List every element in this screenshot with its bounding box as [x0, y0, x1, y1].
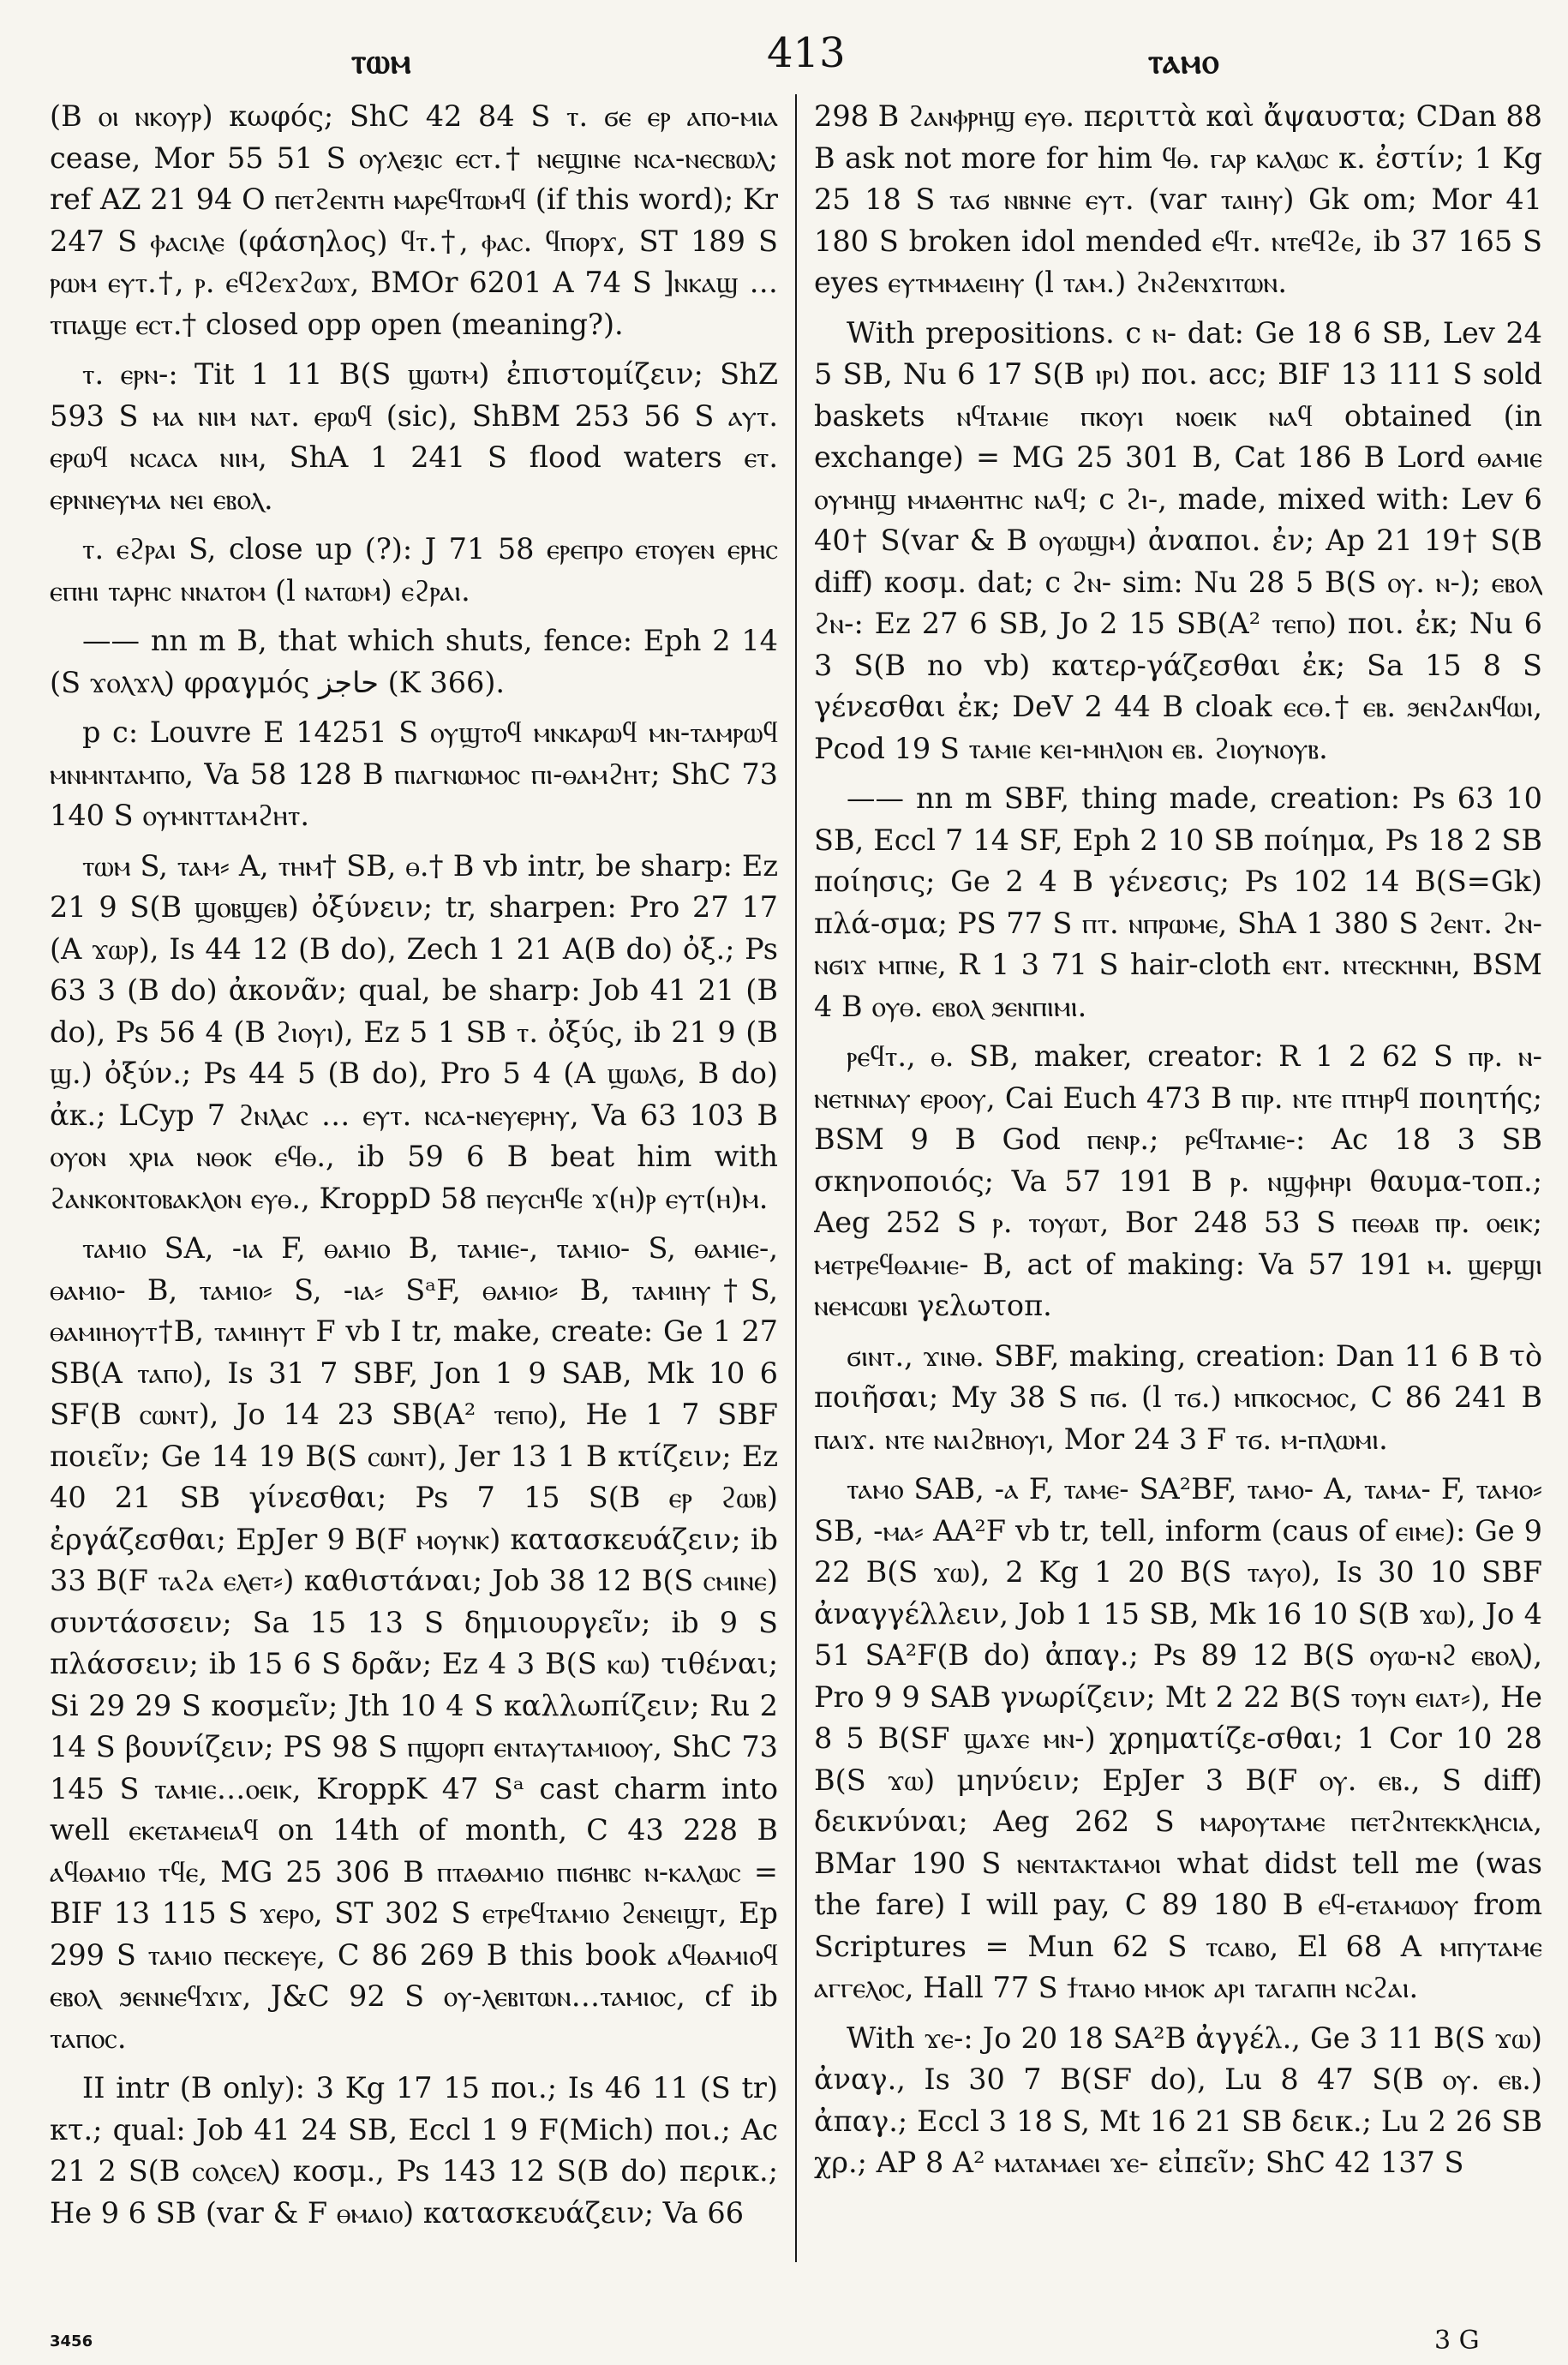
entry-paragraph: (B ⲟⲓ ⲛⲕⲟⲩⲣ) κωφός; ShC 42 84 S ⲧ. ϭⲉ ⲉⲣ ⲁⲡⲟ-ⲙⲓⲁ cease, Mor 55 51 S ⲟⲩⲗⲉⲝⲓⲥ ⲉⲥⲧ.† ⲛⲉϣⲓⲛⲉ ⲛⲥⲁ-ⲛⲉⲥⲃⲱⲗ; ref AZ 21 94 O ⲡⲉⲧϩⲉⲛⲧⲏ ⲙⲁⲣⲉϥⲧⲱⲙϥ (if this word); Kr 247 S ⲫⲁⲥⲓⲗⲉ (φάσηλος) ϥⲧ.†, ⲫⲁⲥ. ϥⲡⲟⲣϫ, ST 189 S ⲣⲱⲙ ⲉⲩⲧ.†, ⲣ. ⲉϥϩⲉϫϩⲱϫ, BMOr 6201 A 74 S ]ⲛⲕⲁϣ … ⲧⲡⲁϣⲉ ⲉⲥⲧ.† closed opp open (meaning?).	[50, 99, 778, 341]
headword-entry: ⲧⲁⲙⲟ SAB, -ⲁ F, ⲧⲁⲙⲉ- SA²BF, ⲧⲁⲙⲟ- A, ⲧⲁⲙⲁ- F, ⲧⲁⲙⲟ⸗ SB, -ⲙⲁ⸗ AA²F vb tr, tell, inform (caus of ⲉⲓⲙⲉ): Ge 9 22 B(S ϫⲱ), 2 Kg 1 20 B(S ⲧⲁⲩⲟ), Is 30 10 SBF ἀναγγέλλειν, Job 1 15 SB, Mk 16 10 S(B ϫⲱ), Jo 4 51 SA²F(B do) ἀπαγ.; Ps 89 12 B(S ⲟⲩⲱ-ⲛϩ ⲉⲃⲟⲗ), Pro 9 9 SAB γνωρίζειν; Mt 2 22 B(S ⲧⲟⲩⲛ ⲉⲓⲁⲧ⸗), He 8 5 B(SF ϣⲁϫⲉ ⲙⲛ-) χρηματίζε-σθαι; 1 Cor 10 28 B(S ϫⲱ) μηνύειν; EpJer 3 B(F ⲟⲩ. ⲉⲃ., S diff) δεικνύναι; Aeg 262 S ⲙⲁⲣⲟⲩⲧⲁⲙⲉ ⲡⲉⲧϩⲛⲧⲉⲕⲕⲗⲏⲥⲓⲁ, BMar 190 S ⲛⲉⲛⲧⲁⲕⲧⲁⲙⲟⲓ what didst tell me (was the fare) I will pay, C 89 180 B ⲉϥ-ⲉⲧⲁⲙⲱⲟⲩ from Scriptures = Mun 62 S ⲧⲥⲁⲃⲟ, El 68 A ⲙⲡⲩⲧⲁⲙⲉ ⲁⲅⲅⲉⲗⲟⲥ, Hall 77 S ϯⲧⲁⲙⲟ ⲙⲙⲟⲕ ⲁⲣⲓ ⲧⲁⲅⲁⲡⲏ ⲛⲥϩⲁⲓ.	[814, 1472, 1542, 2004]
left-column	[50, 96, 778, 2255]
footer-signature-mark: 3 G	[1434, 2326, 1480, 2356]
right-column	[814, 96, 1542, 2255]
column-divider	[795, 94, 797, 2262]
page-number: 413	[767, 29, 846, 77]
entry-paragraph: ⲧ. ⲉϩⲣⲁⲓ S, close up (?): J 71 58 ⲉⲣⲉⲡⲣⲟ ⲉⲧⲟⲩⲉⲛ ⲉⲣⲏⲥ ⲉⲡⲏⲓ ⲧⲁⲣⲏⲥ ⲛⲛⲁⲧⲟⲙ (l ⲛⲁⲧⲱⲙ) ⲉϩⲣⲁⲓ.	[50, 532, 778, 608]
entry-paragraph: 298 B ϩⲁⲛⲫⲣⲏϣ ⲉⲩⲑ. περιττὰ καὶ ἄψαυστα; CDan 88 B ask not more for him ϥⲑ. ⲅⲁⲣ ⲕⲁⲗⲱⲥ κ. ἐστίν; 1 Kg 25 18 S ⲧⲁϭ ⲛⲃⲛⲛⲉ ⲉⲩⲧ. (var ⲧⲁⲓⲏⲩ) Gk om; Mor 41 180 S broken idol mended ⲉϥⲧ. ⲛⲧⲉϥϩⲉ, ib 37 165 S eyes ⲉⲩⲧⲙⲙⲁⲉⲓⲏⲩ (l ⲧⲁⲙ.) ϩⲛϩⲉⲛϫⲓⲧⲱⲛ.	[814, 99, 1542, 299]
headword-entry: ⲧⲱⲙ S, ⲧⲁⲙ⸗ A, ⲧⲏⲙ† SB, ⲑ.† B vb intr, be sharp: Ez 21 9 S(B ϣⲟⲃϣⲉⲃ) ὀξύνειν; tr, sharpen: Pro 27 17 (A ϫⲱⲣ), Is 44 12 (B do), Zech 1 21 A(B do) ὀξ.; Ps 63 3 (B do) ἀκονᾶν; qual, be sharp: Job 41 21 (B do), Ps 56 4 (B ϩⲓⲟⲩⲓ), Ez 5 1 SB ⲧ. ὀξύς, ib 21 9 (B ϣ.) ὀξύν.; Ps 44 5 (B do), Pro 5 4 (A ϣⲱⲗϭ, B do) ἀκ.; LCyp 7 ϩⲛⲗⲁⲥ … ⲉⲩⲧ. ⲛⲥⲁ-ⲛⲉⲩⲉⲣⲏⲩ, Va 63 103 B ⲟⲩⲟⲛ ⲭⲣⲓⲁ ⲛⲑⲟⲕ ⲉϥⲑ., ib 59 6 B beat him with ϩⲁⲛⲕⲟⲛⲧⲟⲃⲁⲕⲗⲟⲛ ⲉⲩⲑ., KroppD 58 ⲡⲉⲩⲥⲏϥⲉ ϫ(ⲏ)ⲣ ⲉⲩⲧ(ⲏ)ⲙ.	[50, 848, 778, 1215]
footer-signature-number: 3456	[50, 2332, 93, 2350]
headword-entry: ⲧⲁⲙⲓⲟ SA, -ⲓⲁ F, ⲑⲁⲙⲓⲟ B, ⲧⲁⲙⲓⲉ-, ⲧⲁⲙⲓⲟ- S, ⲑⲁⲙⲓⲉ-, ⲑⲁⲙⲓⲟ- B, ⲧⲁⲙⲓⲟ⸗ S, -ⲓⲁ⸗ SᵃF, ⲑⲁⲙⲓⲟ⸗ B, ⲧⲁⲙⲓⲏⲩ†S, ⲑⲁⲙⲓⲏⲟⲩⲧ†B, ⲧⲁⲙⲓⲏⲩⲧ F vb I tr, make, create: Ge 1 27 SB(A ⲧⲁⲡⲟ), Is 31 7 SBF, Jon 1 9 SAB, Mk 10 6 SF(B ⲥⲱⲛⲧ), Jo 14 23 SB(A² ⲧⲉⲡⲟ), He 1 7 SBF ποιεῖν; Ge 14 19 B(S ⲥⲱⲛⲧ), Jer 13 1 B κτίζειν; Ez 40 21 SB γίνεσθαι; Ps 7 15 S(B ⲉⲣ ϩⲱⲃ) ἐργάζεσθαι; EpJer 9 B(F ⲙⲟⲩⲛⲕ) κατασκευάζειν; ib 33 B(F ⲧⲁϩⲁ ⲉⲗⲉⲧ⸗) καθιστάναι; Job 38 12 B(S ⲥⲙⲓⲛⲉ) συντάσσειν; Sa 15 13 S δημιουργεῖν; ib 9 S πλάσσειν; ib 15 6 S δρᾶν; Ez 4 3 B(S ⲕⲱ) τιθέναι; Si 29 29 S κοσμεῖν; Jth 10 4 S καλλωπίζειν; Ru 2 14 S βουνίζειν; PS 98 S ⲡϣⲟⲣⲡ ⲉⲛⲧⲁⲩⲧⲁⲙⲓⲟⲟⲩ, ShC 73 145 S ⲧⲁⲙⲓⲉ…ⲟⲉⲓⲕ, KroppK 47 Sᵃ cast charm into well ⲉⲕⲉⲧⲁⲙⲉⲓⲁϥ on 14th of month, C 43 228 B ⲁϥⲑⲁⲙⲓⲟ ⲧϥⲉ, MG 25 306 B ⲡⲧⲁⲑⲁⲙⲓⲟ ⲡⲓϭⲏⲃⲥ ⲛ-ⲕⲁⲗⲱⲥ = BIF 13 115 S ϫⲉⲣⲟ, ST 302 S ⲉⲧⲣⲉϥⲧⲁⲙⲓⲟ ϩⲉⲛⲉⲓϣⲧ, Ep 299 S ⲧⲁⲙⲓⲟ ⲡⲉⲥⲕⲉⲩⲉ, C 86 269 B this book ⲁϥⲑⲁⲙⲓⲟϥ ⲉⲃⲟⲗ ϧⲉⲛⲛⲉϥϫⲓϫ, J&C 92 S ⲟⲩ-ⲗⲉⲃⲓⲧⲱⲛ…ⲧⲁⲙⲓⲟⲥ, cf ib ⲧⲁⲡⲟⲥ.	[50, 1231, 778, 2055]
entry-paragraph: With ϫⲉ-: Jo 20 18 SA²B ἀγγέλ., Ge 3 11 B(S ϫⲱ) ἀναγ., Is 30 7 B(SF do), Lu 8 47 S(B ⲟⲩ. ⲉⲃ.) ἀπαγ.; Eccl 3 18 S, Mt 16 21 SB δεικ.; Lu 2 26 SB χρ.; AP 8 A² ⲙⲁⲧⲁⲙⲁⲉⲓ ϫⲉ- εἰπεῖν; ShC 42 137 S	[814, 2021, 1542, 2179]
header-left-headword: ⲧⲱⲙ	[351, 41, 412, 81]
entry-paragraph: With prepositions. c ⲛ- dat: Ge 18 6 SB, Lev 24 5 SB, Nu 6 17 S(B ⲓⲣⲓ) ποι. acc; BIF 13 111 S sold baskets ⲛϥⲧⲁⲙⲓⲉ ⲡⲕⲟⲩⲓ ⲛⲟⲉⲓⲕ ⲛⲁϥ obtained (in exchange) = MG 25 301 B, Cat 186 B Lord ⲑⲁⲙⲓⲉ ⲟⲩⲙⲏϣ ⲙⲙⲁⲑⲏⲧⲏⲥ ⲛⲁϥ; c ϩⲓ-, made, mixed with: Lev 6 40† S(var & B ⲟⲩⲱϣⲙ) ἀναποι. ἐν; Ap 21 19† S(B diff) κοσμ. dat; c ϩⲛ- sim: Nu 28 5 B(S ⲟⲩ. ⲛ-); ⲉⲃⲟⲗ ϩⲛ-: Ez 27 6 SB, Jo 2 15 SB(A² ⲧⲉⲡⲟ) ποι. ἐκ; Nu 6 3 S(B no vb) κατερ-γάζεσθαι ἐκ; Sa 15 8 S γένεσθαι ἐκ; DeV 2 44 B cloak ⲉⲥⲑ.† ⲉⲃ. ϧⲉⲛϩⲁⲛϥⲱⲓ, Pcod 19 S ⲧⲁⲙⲓⲉ ⲕⲉⲓ-ⲙⲏⲗⲓⲟⲛ ⲉⲃ. ϩⲓⲟⲩⲛⲟⲩⲃ.	[814, 315, 1542, 765]
entry-paragraph: —— nn m B, that which shuts, fence: Eph 2 14 (S ϫⲟⲗϫⲗ) φραγμός حاجز (K 366).	[50, 624, 778, 699]
running-header	[60, 15, 1508, 93]
entry-paragraph: —— nn m SBF, thing made, creation: Ps 63 10 SB, Eccl 7 14 SF, Eph 2 10 SB ποίημα, Ps 18 2 SB ποίησις; Ge 2 4 B γένεσις; Ps 102 14 B(S=Gk) πλά-σμα; PS 77 S ⲡⲧ. ⲛⲡⲣⲱⲙⲉ, ShA 1 380 S ϩⲉⲛⲧ. ϩⲛ-ⲛϭⲓϫ ⲙⲡⲛⲉ, R 1 3 71 S hair-cloth ⲉⲛⲧ. ⲛⲧⲉⲥⲕⲏⲛⲏ, BSM 4 B ⲟⲩⲑ. ⲉⲃⲟⲗ ϧⲉⲛⲡⲓⲙⲓ.	[814, 781, 1542, 1023]
entry-paragraph: ⲣⲉϥⲧ., ⲑ. SB, maker, creator: R 1 2 62 S ⲡⲣ. ⲛ-ⲛⲉⲧⲛⲛⲁⲩ ⲉⲣⲟⲟⲩ, Cai Euch 473 B ⲡⲓⲣ. ⲛⲧⲉ ⲡⲧⲏⲣϥ ποιητής; BSM 9 B God ⲡⲉⲛⲣ.; ⲣⲉϥⲧⲁⲙⲓⲉ-: Ac 18 3 SB σκηνοποιός; Va 57 191 B ⲣ. ⲛϣⲫⲏⲣⲓ θαυμα-τοπ.; Aeg 252 S ⲣ. ⲧⲟⲩⲱⲧ, Bor 248 53 S ⲡⲉⲑⲁⲃ ⲡⲣ. ⲟⲉⲓⲕ; ⲙⲉⲧⲣⲉϥⲑⲁⲙⲓⲉ- B, act of making: Va 57 191 ⲙ. ϣⲉⲣϣⲓ ⲛⲉⲙⲥⲱⲃⲓ γελωτοπ.	[814, 1039, 1542, 1322]
entry-paragraph: II intr (B only): 3 Kg 17 15 ποι.; Is 46 11 (S tr) κτ.; qual: Job 41 24 SB, Eccl 1 9 F(Mich) ποι.; Ac 21 2 S(B ⲥⲟⲗⲥⲉⲗ) κοσμ., Ps 143 12 S(B do) περικ.; He 9 6 SB (var & F ⲑⲙⲁⲓⲟ) κατασκευάζειν; Va 66	[50, 2071, 778, 2230]
header-right-headword: ⲧⲁⲙⲟ	[1148, 41, 1220, 81]
entry-paragraph: ϭⲓⲛⲧ., ϫⲓⲛⲑ. SBF, making, creation: Dan 11 6 B τὸ ποιῆσαι; My 38 S ⲡϭ. (l ⲧϭ.) ⲙⲡⲕⲟⲥⲙⲟⲥ, C 86 241 B ⲡⲁⲓϫ. ⲛⲧⲉ ⲛⲁⲓϩⲃⲏⲟⲩⲓ, Mor 24 3 F ⲧϭ. ⲙ-ⲡⲗⲱⲙⲓ.	[814, 1338, 1542, 1456]
entry-paragraph: p c: Louvre E 14251 S ⲟⲩϣⲧⲟϥ ⲙⲛⲕⲁⲣⲱϥ ⲙⲛ-ⲧⲁⲙⲣⲱϥ ⲙⲛⲙⲛⲧⲁⲙⲡⲟ, Va 58 128 B ⲡⲓⲁⲅⲛⲱⲙⲟⲥ ⲡⲓ-ⲑⲁⲙϩⲏⲧ; ShC 73 140 S ⲟⲩⲙⲛⲧⲧⲁⲙϩⲏⲧ.	[50, 715, 778, 832]
entry-paragraph: ⲧ. ⲉⲣⲛ-: Tit 1 11 B(S ϣⲱⲧⲙ) ἐπιστομίζειν; ShZ 593 S ⲙⲁ ⲛⲓⲙ ⲛⲁⲧ. ⲉⲣⲱϥ (sic), ShBM 253 56 S ⲁⲩⲧ. ⲉⲣⲱϥ ⲛⲥⲁⲥⲁ ⲛⲓⲙ, ShA 1 241 S flood waters ⲉⲧ. ⲉⲣⲛⲛⲉⲩⲙⲁ ⲛⲉⲓ ⲉⲃⲟⲗ.	[50, 357, 778, 516]
